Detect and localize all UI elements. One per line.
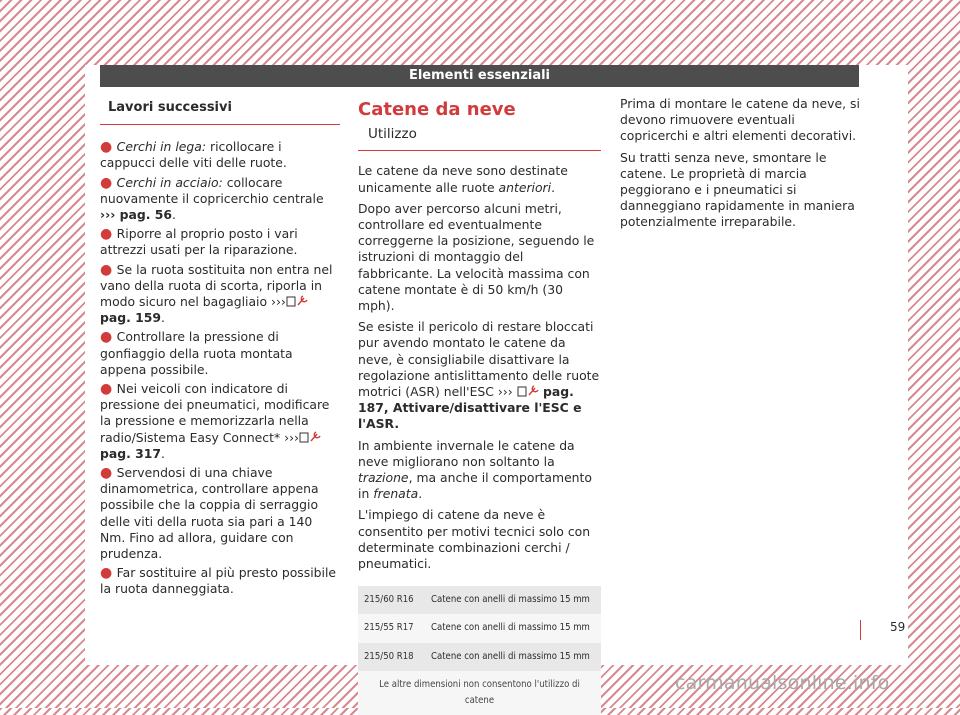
section-title: Lavori successivi bbox=[100, 96, 340, 125]
chapter-subtitle: Utilizzo bbox=[358, 126, 601, 151]
chain-spec-cell: Catene con anelli di massimo 15 mm bbox=[425, 643, 601, 671]
wrench-book-icon bbox=[286, 295, 308, 307]
bullet-dot: ● bbox=[100, 565, 117, 582]
watermark: carmanualsonline.info bbox=[675, 672, 890, 694]
table-row bbox=[358, 614, 601, 642]
list-item: ● Cerchi in acciaio: collocare nuovamente il copricerchio centrale ››› pag. 56. bbox=[100, 174, 324, 223]
list-item: ● Far sostituire al più presto possibile la ruota danneggiata. bbox=[100, 565, 337, 597]
bullet-dot: ● bbox=[100, 261, 117, 278]
paragraph: Prima di montare le catene da neve, si devono rimuovere eventuali copricerchi e altri elementi decorativi. bbox=[620, 96, 860, 144]
bullet-dot: ● bbox=[100, 174, 117, 191]
wrench-book-icon bbox=[299, 431, 321, 443]
chain-spec-cell: Catene con anelli di massimo 15 mm bbox=[425, 586, 601, 614]
paragraph: Se esiste il pericolo di restare bloccati pur avendo montato le catene da neve, è consigliabile disattivare la regolazione antislittamento delle ruote motrici (ASR) nell'ESC ››› pag. 187, Attivare/disattivare l'ESC e l'ASR. bbox=[358, 319, 600, 432]
wrench-book-icon bbox=[517, 385, 539, 397]
list-item: ● Nei veicoli con indicatore di pressione dei pneumatici, modificare la pressione e memorizzarla nella radio/Sistema Easy Connect* ››› pag. 317. bbox=[100, 381, 330, 461]
page-reference[interactable]: pag. 317 bbox=[100, 445, 161, 461]
list-item: ● Se la ruota sostituita non entra nel vano della ruota di scorta, riporla in modo sicuro nel bagagliaio ››› pag. 159. bbox=[100, 261, 333, 326]
table-footer-row bbox=[358, 671, 601, 715]
left-column bbox=[100, 96, 340, 601]
page-reference[interactable]: ››› pag. 56 bbox=[100, 207, 172, 223]
chain-spec-cell: Catene con anelli di massimo 15 mm bbox=[425, 614, 601, 642]
middle-column bbox=[358, 96, 601, 715]
paragraph: L'impiego di catene da neve è consentito per motivi tecnici solo con determinate combinazioni cerchi / pneumatici. bbox=[358, 507, 591, 572]
section-header: Elementi essenziali bbox=[100, 65, 859, 87]
bullet-dot: ● bbox=[100, 226, 117, 243]
tire-chain-table bbox=[358, 586, 601, 715]
paragraph: In ambiente invernale le catene da neve migliorano non soltanto la trazione, ma anche il comportamento in frenata. bbox=[358, 437, 592, 502]
list-item: ● Riporre al proprio posto i vari attrezzi usati per la riparazione. bbox=[100, 226, 298, 258]
bullet-dot: ● bbox=[100, 329, 117, 346]
table-row bbox=[358, 643, 601, 671]
bullet-dot: ● bbox=[100, 465, 117, 482]
paragraph: Su tratti senza neve, smontare le catene. Le proprietà di marcia peggiorano e i pneumatici si danneggiano rapidamente in maniera potenzialmente irreparabile. bbox=[620, 149, 855, 230]
tire-size-cell: 215/55 R17 bbox=[358, 614, 425, 642]
tire-size-cell: 215/50 R18 bbox=[358, 643, 425, 671]
table-footer: Le altre dimensioni non consentono l'utilizzo di catene bbox=[358, 671, 601, 715]
bullet-list bbox=[100, 139, 340, 597]
paragraph: Le catene da neve sono destinate unicamente alle ruote anteriori. bbox=[358, 163, 568, 195]
list-item: ● Cerchi in lega: ricollocare i cappucci delle viti delle ruote. bbox=[100, 139, 287, 171]
tire-size-cell: 215/60 R16 bbox=[358, 586, 425, 614]
page-reference[interactable]: pag. 159 bbox=[100, 310, 161, 326]
page-number-rule bbox=[860, 620, 861, 640]
bullet-dot: ● bbox=[100, 139, 117, 156]
list-item: ● Controllare la pressione di gonfiaggio della ruota montata appena possibile. bbox=[100, 329, 293, 377]
page-number: 59 bbox=[890, 620, 906, 634]
chapter-title: Catene da neve bbox=[358, 99, 516, 120]
page-reference[interactable]: pag. 187, Attivare/disattivare l'ESC e l'ASR bbox=[358, 384, 582, 432]
right-column bbox=[620, 96, 860, 236]
bullet-dot: ● bbox=[100, 381, 117, 398]
list-item: ● Servendosi di una chiave dinamometrica, controllare appena possibile che la coppia di serraggio delle viti della ruota sia pari a 140 Nm. Fino ad allora, guidare con prudenza. bbox=[100, 465, 319, 562]
paragraph: Dopo aver percorso alcuni metri, controllare ed eventualmente correggerne la posizione, seguendo le istruzioni di montaggio del fabbricante. La velocità massima con catene montate è di 50 km/h (30 mph). bbox=[358, 200, 595, 314]
table-row bbox=[358, 586, 601, 614]
